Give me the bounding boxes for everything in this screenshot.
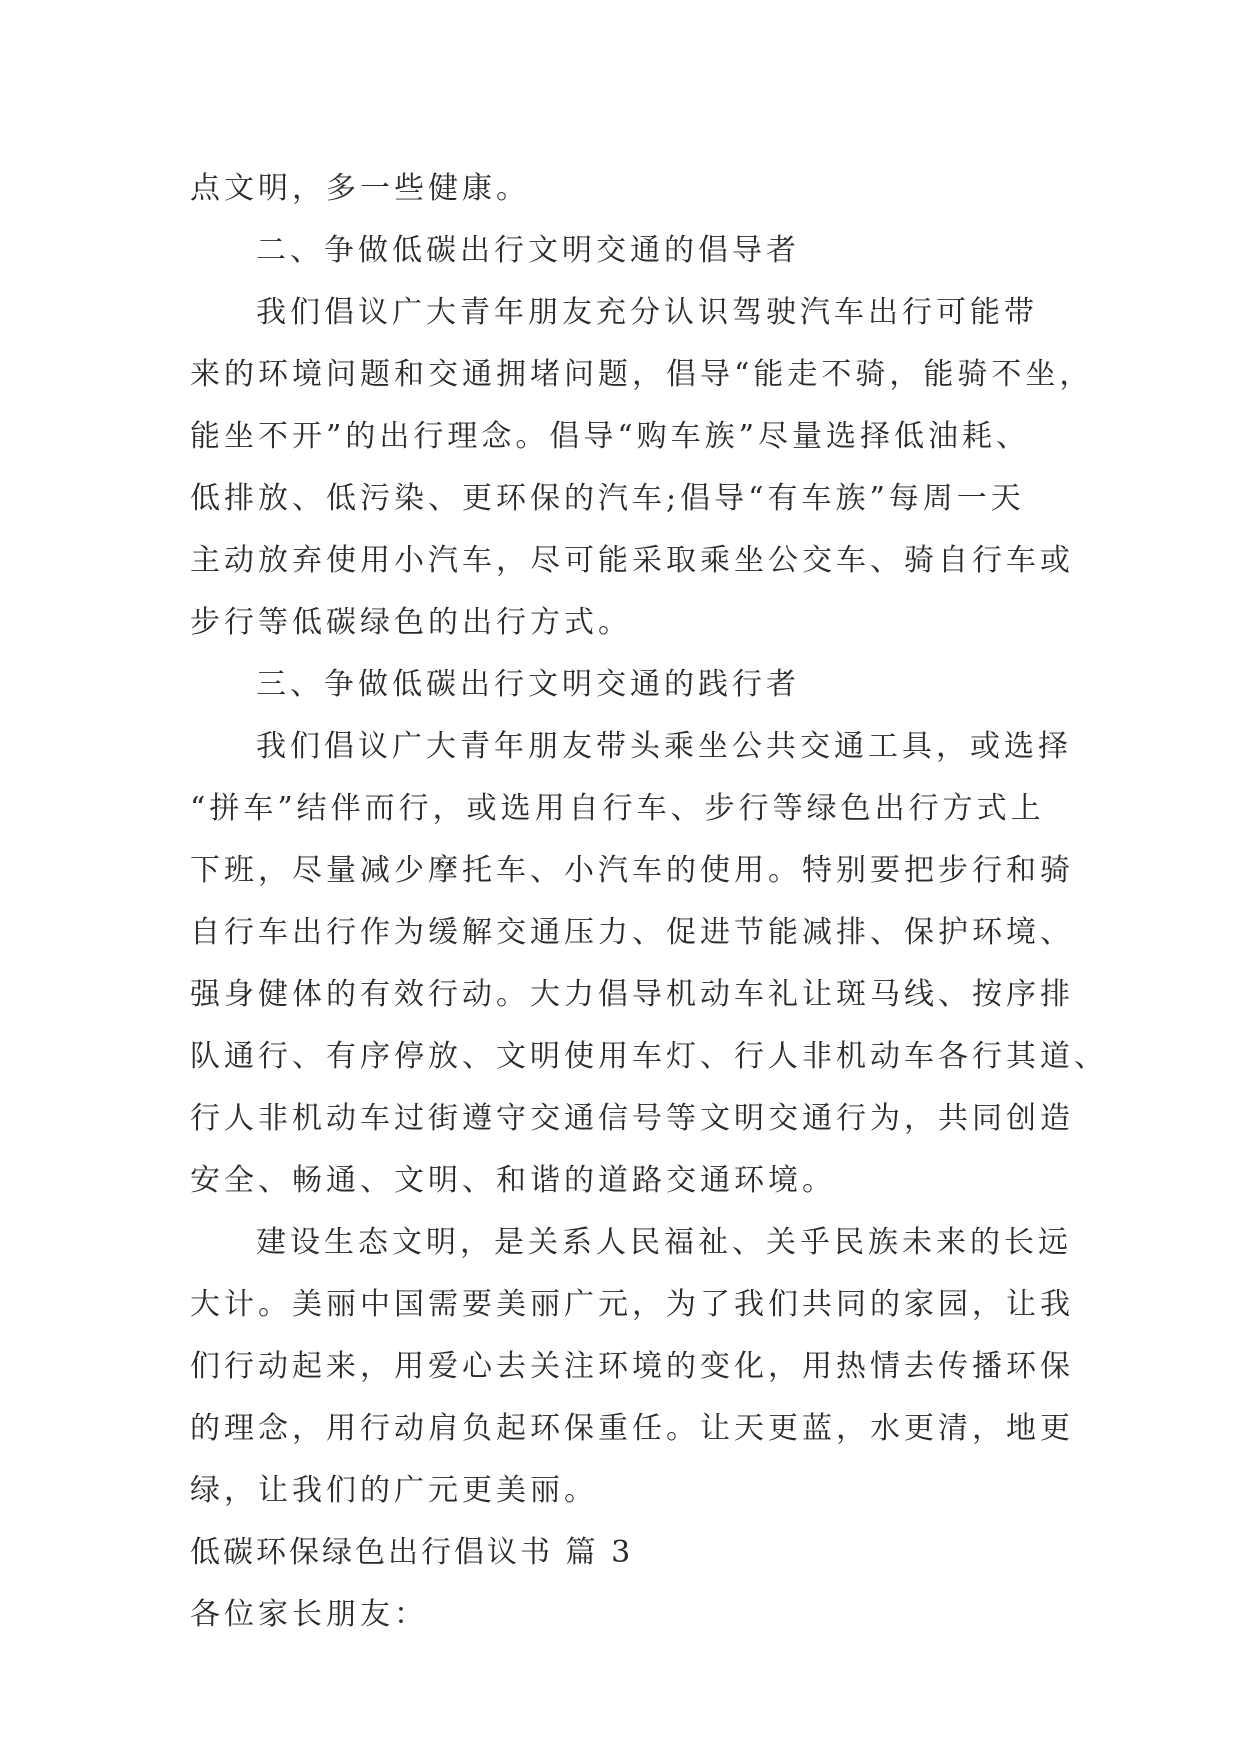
paragraph-line: 们行动起来，用爱心去关注环境的变化，用热情去传播环保 [190, 1349, 1074, 1384]
paragraph-line: “拼车”结伴而行，或选用自行车、步行等绿色出行方式上 [190, 791, 1045, 826]
document-title: 低碳环保绿色出行倡议书 篇 3 [190, 1535, 634, 1570]
paragraph-line: 安全、畅通、文明、和谐的道路交通环境。 [190, 1163, 836, 1198]
paragraph-line: 行人非机动车过街遵守交通信号等文明交通行为，共同创造 [190, 1101, 1074, 1136]
paragraph-line: 来的环境问题和交通拥堵问题，倡导“能走不骑，能骑不坐， [190, 357, 1094, 392]
paragraph-line: 自行车出行作为缓解交通压力、促进节能减排、保护环境、 [190, 915, 1074, 950]
paragraph-line: 的理念，用行动肩负起环保重任。让天更蓝，水更清，地更 [190, 1411, 1074, 1446]
paragraph-line: 我们倡议广大青年朋友充分认识驾驶汽车出行可能带 [256, 295, 1038, 330]
paragraph-line: 点文明，多一些健康。 [190, 171, 530, 206]
salutation: 各位家长朋友： [190, 1597, 428, 1632]
paragraph-line: 队通行、有序停放、文明使用车灯、行人非机动车各行其道、 [190, 1039, 1108, 1074]
document-body [190, 158, 1108, 1646]
paragraph-line: 步行等低碳绿色的出行方式。 [190, 605, 632, 640]
section-heading-3: 三、争做低碳出行文明交通的践行者 [256, 667, 800, 702]
section-heading-2: 二、争做低碳出行文明交通的倡导者 [256, 233, 800, 268]
paragraph-line: 低排放、低污染、更环保的汽车;倡导“有车族”每周一天 [190, 481, 1025, 516]
paragraph-line: 能坐不开”的出行理念。倡导“购车族”尽量选择低油耗、 [190, 419, 1031, 454]
paragraph-line: 大计。美丽中国需要美丽广元，为了我们共同的家园，让我 [190, 1287, 1074, 1322]
paragraph-line: 我们倡议广大青年朋友带头乘坐公共交通工具，或选择 [256, 729, 1072, 764]
paragraph-line: 下班，尽量减少摩托车、小汽车的使用。特别要把步行和骑 [190, 853, 1074, 888]
paragraph-line: 绿，让我们的广元更美丽。 [190, 1473, 598, 1508]
paragraph-line: 建设生态文明，是关系人民福祉、关乎民族未来的长远 [256, 1225, 1072, 1260]
paragraph-line: 强身健体的有效行动。大力倡导机动车礼让斑马线、按序排 [190, 977, 1074, 1012]
paragraph-line: 主动放弃使用小汽车，尽可能采取乘坐公交车、骑自行车或 [190, 543, 1074, 578]
